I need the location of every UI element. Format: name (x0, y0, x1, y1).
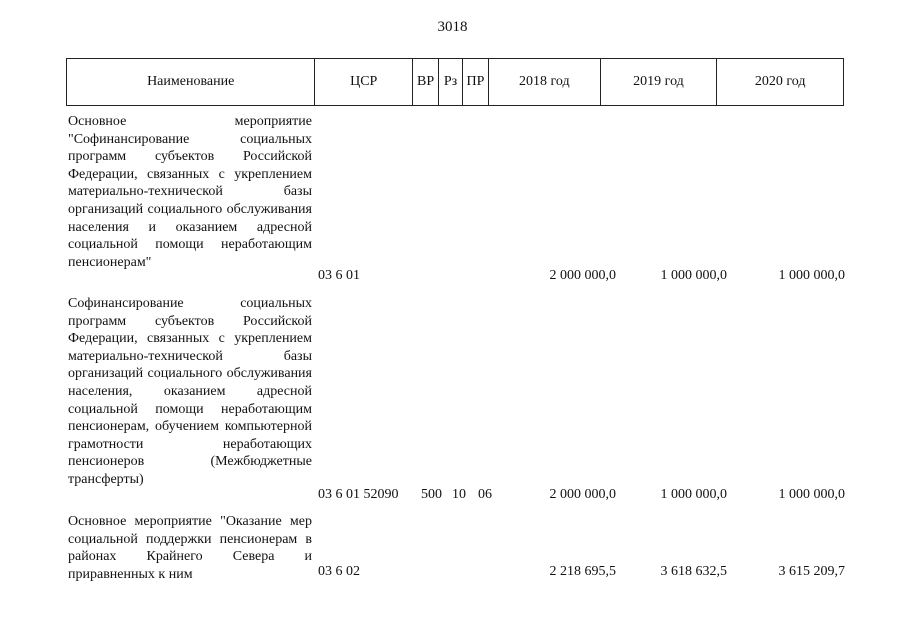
row-2020: 1 000 000,0 (778, 268, 845, 283)
row-name: Основное мероприятие "Оказание мер социальной поддержки пенсионерам в районах Крайнего Севера и приравненных к ним (68, 514, 312, 582)
row-2019: 3 618 632,5 (660, 564, 727, 579)
header-pr: ПР (463, 59, 489, 105)
table-row (66, 513, 856, 613)
row-csr: 03 6 01 (318, 268, 360, 283)
header-rz: Рз (439, 59, 463, 105)
row-2018: 2 218 695,5 (549, 564, 616, 579)
row-name: Софинансирование социальных программ субъектов Российской Федерации, связанных с укреплением материально-технической базы организаций социального обслуживания населения, оказанием адресной социальной помощи неработающим пенсионерам, обучением компьютерной грамотности неработающих пенсионеров (Межбюджетные трансферты) (68, 296, 312, 487)
header-2018: 2018 год (489, 59, 601, 105)
header-2020: 2020 год (754, 74, 806, 89)
row-2019: 1 000 000,0 (660, 487, 727, 502)
row-csr: 03 6 01 52090 (318, 487, 399, 502)
table-header (66, 58, 844, 106)
row-pr: 06 (478, 487, 492, 502)
row-name: Основное мероприятие "Софинансирование социальных программ субъектов Российской Федерации, связанных с укреплением материально-технической базы организаций социального обслуживания населения и оказанием адресной социальной помощи неработающим пенсионерам" (68, 114, 312, 270)
row-2019: 1 000 000,0 (660, 268, 727, 283)
row-vr: 500 (421, 487, 442, 502)
row-2018: 2 000 000,0 (549, 487, 616, 502)
header-vr: ВР (413, 59, 439, 105)
row-2020: 3 615 209,7 (778, 564, 845, 579)
page-number: 3018 (437, 19, 468, 35)
table-row (66, 295, 856, 510)
row-rz: 10 (452, 487, 466, 502)
row-2018: 2 000 000,0 (549, 268, 616, 283)
header-name: Наименование (67, 59, 315, 105)
header-csr: ЦСР (315, 59, 413, 105)
row-2020: 1 000 000,0 (778, 487, 845, 502)
header-2019: 2019 год (601, 59, 718, 105)
table-row (66, 113, 856, 293)
row-csr: 03 6 02 (318, 564, 360, 579)
